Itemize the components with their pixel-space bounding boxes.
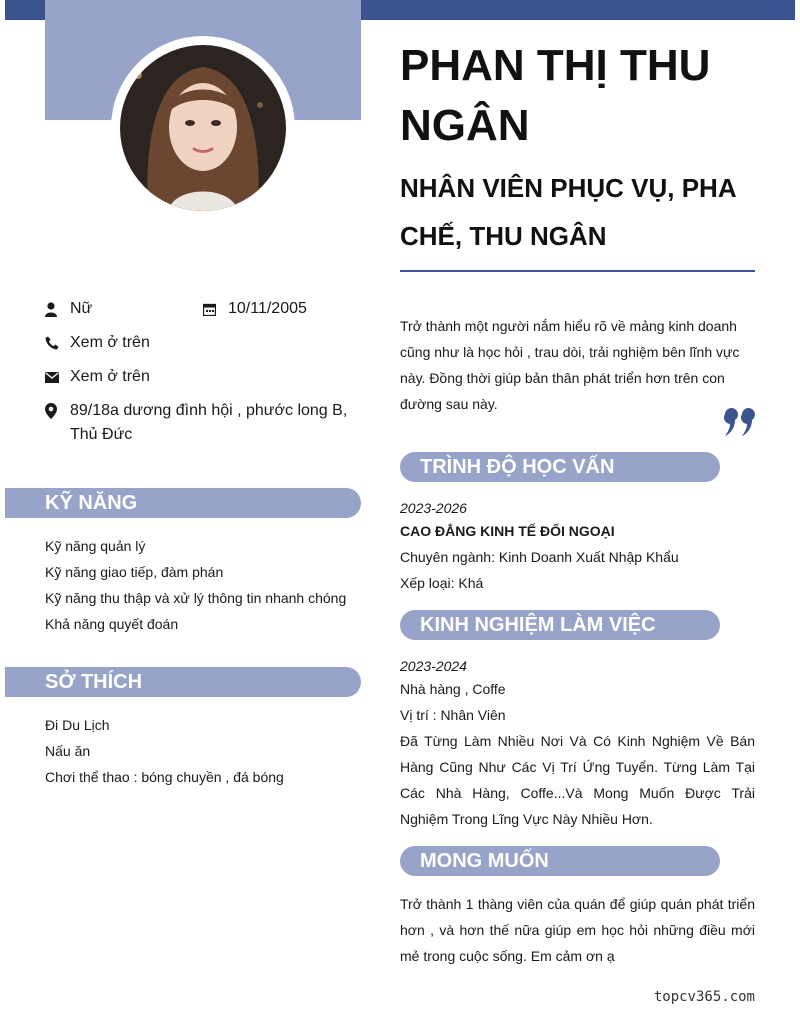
- gender-value: Nữ: [70, 300, 93, 317]
- avatar: [120, 45, 286, 211]
- address-value: 89/18a dương đình hội , phước long B, Thủ Đức: [70, 402, 348, 443]
- career-objective: Trở thành một người nắm hiểu rõ về mảng kinh doanh cũng như là học hỏi , trau dòi, trải nghiệm bên lĩnh vực này. Đồng thời giúp bản thân phát triển hơn trên con đường sau này.: [400, 318, 740, 412]
- wish-heading-pill: [400, 846, 720, 876]
- email-value: Xem ở trên: [70, 368, 150, 385]
- school-name: CAO ĐẲNG KINH TẾ ĐỐI NGOẠI: [400, 523, 615, 539]
- skill-item: Kỹ năng thu thập và xử lý thông tin nhanh chóng: [45, 590, 347, 606]
- education-grade: Xếp loại: Khá: [400, 575, 484, 591]
- person-icon: [45, 297, 70, 321]
- education-major: Chuyên ngành: Kinh Doanh Xuất Nhập Khẩu: [400, 549, 679, 565]
- phone-row: [45, 331, 150, 355]
- birthday-value: 10/11/2005: [228, 300, 307, 317]
- hobby-item: Đi Du Lịch: [45, 717, 110, 733]
- title-divider: [400, 270, 755, 272]
- skill-item: Kỹ năng quản lý: [45, 538, 146, 554]
- phone-icon: [45, 331, 70, 355]
- wish-heading: MONG MUỐN: [420, 850, 549, 872]
- job-title: NHÂN VIÊN PHỤC VỤ, PHA CHẾ, THU NGÂN: [400, 173, 736, 251]
- email-row: [45, 365, 150, 389]
- hobbies-heading-band: [5, 667, 361, 697]
- location-pin-icon: [45, 399, 70, 423]
- skill-item: Khả năng quyết đoán: [45, 616, 179, 632]
- education-details: [400, 518, 755, 596]
- footer-watermark: topcv365.com: [653, 989, 755, 1005]
- wish-text: Trở thành 1 thàng viên của quán để giúp quán phát triển hơn , và hơn thế nữa giúp em học hỏi những điều mới mẻ trong cuộc sống. Em cảm ơn ạ: [400, 896, 755, 964]
- hobby-item: Nấu ăn: [45, 743, 91, 759]
- address-row: [45, 399, 361, 447]
- full-name: PHAN THỊ THU NGÂN: [400, 41, 711, 150]
- experience-heading: KINH NGHIỆM LÀM VIỆC: [420, 614, 656, 636]
- email-icon: [45, 365, 70, 389]
- birthday-row: [203, 297, 307, 321]
- experience-details: [400, 676, 755, 832]
- experience-period: 2023-2024: [400, 658, 467, 674]
- quote-icon: [722, 404, 758, 440]
- skills-heading-band: [5, 488, 361, 518]
- experience-heading-pill: [400, 610, 720, 640]
- experience-description: Đã Từng Làm Nhiều Nơi Và Có Kinh Nghiệm Về Bán Hàng Cũng Như Các Vị Trí Ứng Tuyển. Từng Làm Tại Các Nhà Hàng, Coffe...Và Mong Muốn Được Trải Nghiệm Trong Lĩng Vực Này Nhiều Hơn.: [400, 733, 755, 827]
- experience-position: Vị trí : Nhân Viên: [400, 707, 506, 723]
- skills-list: [45, 533, 361, 637]
- education-heading: TRÌNH ĐỘ HỌC VẤN: [420, 456, 615, 478]
- skill-item: Kỹ năng giao tiếp, đàm phán: [45, 564, 224, 580]
- gender-row: [45, 297, 92, 321]
- hobbies-list: [45, 712, 361, 790]
- phone-value: Xem ở trên: [70, 334, 150, 351]
- education-heading-pill: [400, 452, 720, 482]
- skills-heading: KỸ NĂNG: [45, 492, 138, 514]
- experience-company: Nhà hàng , Coffe: [400, 681, 506, 697]
- education-period: 2023-2026: [400, 500, 467, 516]
- hobbies-heading: SỞ THÍCH: [45, 671, 143, 693]
- hobby-item: Chơi thể thao : bóng chuyền , đá bóng: [45, 769, 284, 785]
- calendar-icon: [203, 297, 228, 321]
